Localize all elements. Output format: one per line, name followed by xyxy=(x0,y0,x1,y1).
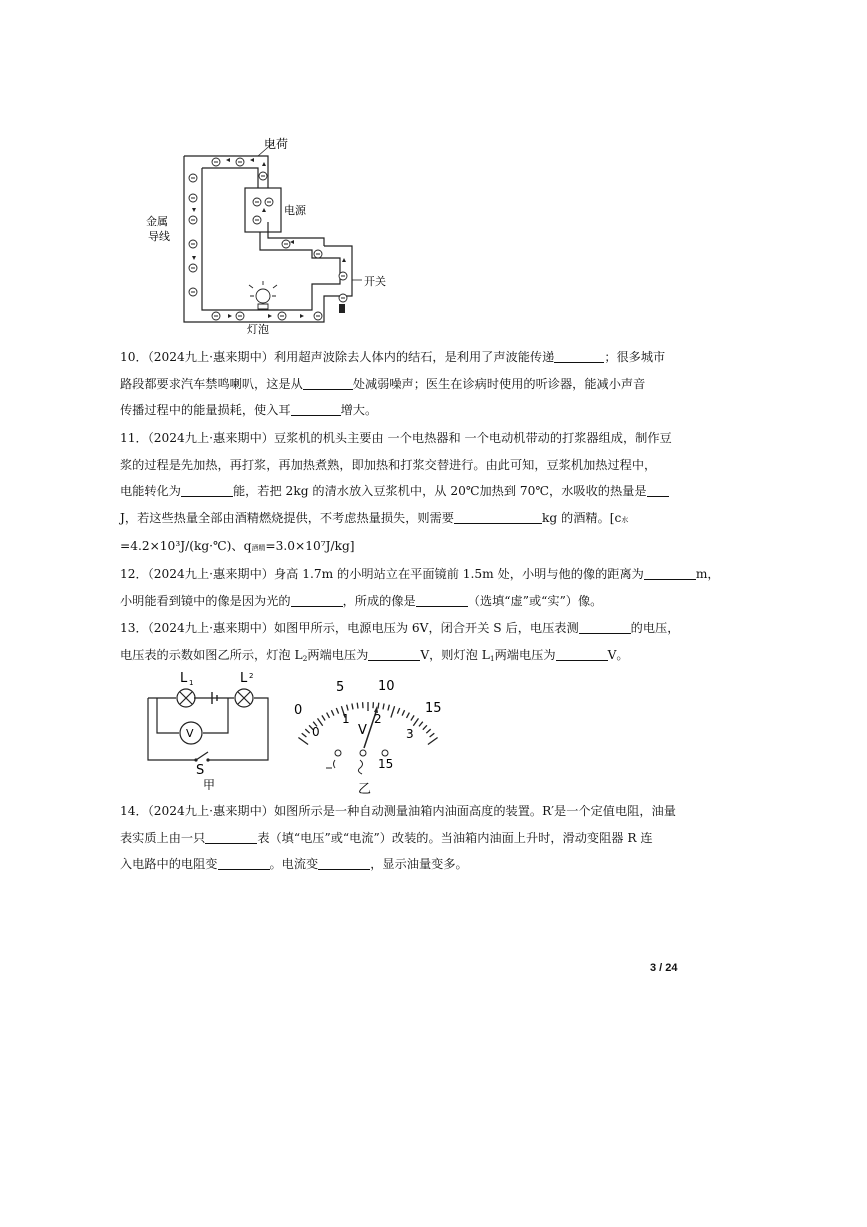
dial-bottom-0: 0 xyxy=(312,725,320,739)
q13-blank-2[interactable] xyxy=(368,647,420,661)
dial-tick xyxy=(402,710,405,715)
figure-jia-caption: 甲 xyxy=(203,778,216,790)
q10-line3-end: 增大。 xyxy=(340,403,378,417)
dial-tick xyxy=(347,705,349,711)
dial-tick xyxy=(423,725,427,729)
l1-label: L xyxy=(180,671,188,686)
voltmeter-symbol: V xyxy=(186,727,194,740)
q11-blank-1[interactable] xyxy=(181,483,233,497)
dial-top-0: 0 xyxy=(294,703,303,718)
q11-line3: 电能转化为 xyxy=(120,484,181,498)
q13-line2-end: V。 xyxy=(607,647,629,662)
q13-blank-3[interactable] xyxy=(556,647,608,661)
q10-blank-1[interactable] xyxy=(554,349,604,363)
dial-tick xyxy=(426,729,430,733)
question-14 xyxy=(120,798,752,878)
question-12 xyxy=(120,561,752,614)
q14-blank-2[interactable] xyxy=(218,856,270,870)
q14-line3-mid: 。电流变 xyxy=(269,857,319,871)
q14-blank-1[interactable] xyxy=(205,830,257,844)
question-13 xyxy=(120,615,752,672)
dial-top-5: 5 xyxy=(336,680,345,695)
q13-line2: 电压表的示数如图乙所示，灯泡 L xyxy=(120,647,303,662)
dial-unit-v: V xyxy=(358,723,367,738)
circuit-diagram-jia xyxy=(136,670,276,790)
q12-line2-end: （选填“虚”或“实”）像。 xyxy=(467,593,603,608)
q13-line2-c: V，则灯泡 L xyxy=(420,647,490,662)
q13-line2-d: 两端电压为 xyxy=(494,647,556,662)
dial-tick xyxy=(298,738,308,745)
dial-tick xyxy=(388,705,390,711)
q12-line1: 12．（2024九上·惠来期中）身高 1.7m 的小明站立在平面镜前 1.5m 处，小明与他的像的距离为 xyxy=(120,567,644,581)
l2-subscript: 2 xyxy=(249,672,254,680)
q14-line1: 14．（2024九上·惠来期中）如图所示是一种自动测量油箱内油面高度的装置。R′是一个定值电阻，油量 xyxy=(120,804,676,818)
dial-tick xyxy=(411,715,414,720)
q11-line4-end: kg 的酒精。[c xyxy=(541,510,622,525)
dial-tick xyxy=(407,713,410,718)
q14-line2: 表实质上由一只 xyxy=(120,830,206,845)
switch-s-label: S xyxy=(196,763,205,778)
q11-line4: J，若这些热量全部由酒精燃烧提供，不考虑热量损失，则需要 xyxy=(120,510,454,525)
l2-label: L xyxy=(240,671,248,686)
dial-tick xyxy=(352,704,353,710)
q10-blank-2[interactable] xyxy=(303,376,353,390)
q14-line3-end: ，显示油量变多。 xyxy=(370,857,468,871)
metal-wire-label-2: 导线 xyxy=(148,230,170,243)
q10-line1-end: ；很多城市 xyxy=(604,350,666,364)
dial-tick xyxy=(428,738,438,745)
q11-blank-2[interactable] xyxy=(647,483,669,497)
question-11 xyxy=(120,425,752,562)
dial-tick xyxy=(302,733,307,737)
dial-tick xyxy=(383,704,384,710)
q14-blank-3[interactable] xyxy=(318,856,370,870)
dial-top-15: 15 xyxy=(425,701,442,716)
dial-tick xyxy=(430,733,435,737)
charge-label: 电荷 xyxy=(264,137,289,151)
dial-top-10: 10 xyxy=(378,679,395,694)
dial-tick xyxy=(357,703,358,709)
q10-blank-3[interactable] xyxy=(291,402,341,416)
page-number: 3 / 24 xyxy=(650,962,678,974)
q11-c-water-sub: 水 xyxy=(621,515,629,524)
q11-line2: 浆的过程是先加热，再打浆，再加热煮熟，即加热和打浆交替进行。由此可知，豆浆机加热过程中， xyxy=(120,457,657,472)
figure-yi-caption: 乙 xyxy=(358,782,372,797)
dial-tick xyxy=(322,715,325,720)
q12-line2-mid: ，所成的像是 xyxy=(342,593,416,608)
terminal-15: 15 xyxy=(378,757,394,771)
voltmeter-dial-yi xyxy=(290,676,450,800)
question-10 xyxy=(120,344,752,424)
q12-blank-3[interactable] xyxy=(416,593,468,607)
q11-blank-3[interactable] xyxy=(454,510,542,524)
metal-wire-label-1: 金属 xyxy=(146,215,168,228)
power-source-label: 电源 xyxy=(284,204,306,217)
q11-line1: 11．（2024九上·惠来期中）豆浆机的机头主要由 一个电热器和 一个电动机带动的打浆器组成，制作豆 xyxy=(120,431,672,445)
q12-line1-end: m， xyxy=(695,567,720,581)
bulb-label: 灯泡 xyxy=(247,323,269,336)
q13-line2-b: 两端电压为 xyxy=(307,647,369,662)
q12-line2: 小明能看到镜中的像是因为光的 xyxy=(120,593,291,608)
switch-label: 开关 xyxy=(364,275,386,288)
charge-flow-circuit-figure xyxy=(140,128,400,338)
dial-tick xyxy=(378,703,379,709)
q13-l2-sub: 2 xyxy=(302,653,308,663)
q11-q-alcohol-sub: 酒精 xyxy=(251,544,266,552)
q12-blank-2[interactable] xyxy=(291,593,343,607)
dial-bottom-3: 3 xyxy=(406,727,414,741)
q13-line1: 13．（2024九上·惠来期中）如图甲所示，电源电压为 6V，闭合开关 S 后，电压表测 xyxy=(120,621,579,635)
q10-line2-end: 处减弱噪声；医生在诊病时使用的听诊器，能减小声音 xyxy=(352,376,646,391)
dial-tick xyxy=(391,706,395,717)
q10-line2: 路段都要求汽车禁鸣喇叭，这是从 xyxy=(120,376,303,391)
q13-blank-1[interactable] xyxy=(579,620,631,634)
dial-tick xyxy=(397,708,399,714)
dial-bottom-1: 1 xyxy=(342,712,350,726)
q14-line2-end: 表（填“电压”或“电流”）改装的。当油箱内油面上升时，滑动变阻器 R 连 xyxy=(257,830,653,845)
q10-line3: 传播过程中的能量损耗，使入耳 xyxy=(120,403,291,417)
q13-l1-sub: 1 xyxy=(489,653,495,663)
dial-tick xyxy=(419,722,423,727)
q10-line1: 10．（2024九上·惠来期中）利用超声波除去人体内的结石，是利用了声波能传递 xyxy=(120,350,555,364)
q14-line3: 入电路中的电阻变 xyxy=(120,857,218,871)
dial-bottom-2: 2 xyxy=(374,712,382,726)
q13-line1-end: 的电压， xyxy=(630,621,680,635)
dial-tick xyxy=(336,708,338,714)
q12-blank-1[interactable] xyxy=(644,566,696,580)
dial-tick xyxy=(331,710,334,715)
q11-line3-end: 能，若把 2kg 的清水放入豆浆机中，从 20℃加热到 70℃，水吸收的热量是 xyxy=(232,484,647,498)
q11-line5: =4.2×10³J/(kg·℃)、q xyxy=(120,539,252,553)
l1-subscript: 1 xyxy=(189,679,194,687)
dial-tick xyxy=(413,718,418,725)
q11-line5-end: =3.0×10⁷J/kg] xyxy=(265,539,355,553)
dial-tick xyxy=(327,713,330,718)
dial-tick xyxy=(305,729,309,733)
